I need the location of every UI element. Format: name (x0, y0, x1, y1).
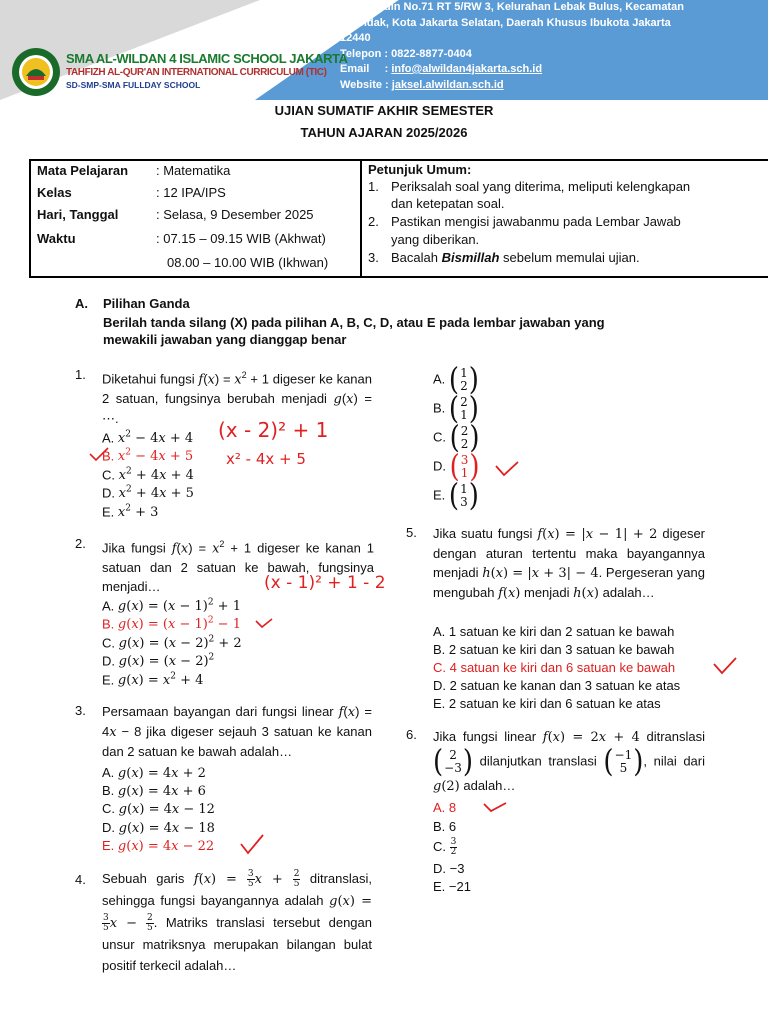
email-label: Email : (340, 63, 392, 75)
school-program: TAHFIZH AL-QUR'AN INTERNATIONAL CURRICULUM (TIC) (66, 67, 327, 78)
info-divider (360, 161, 362, 276)
email-link[interactable]: info@alwildan4jakarta.sch.id (391, 63, 543, 75)
q4-option-b[interactable]: B. ( 2 1 ) (433, 391, 479, 427)
info-value: : 12 IPA/IPS (156, 185, 226, 200)
q4-option-a[interactable]: A. ( 1 2 ) (433, 362, 479, 398)
school-name: SMA AL-WILDAN 4 ISLAMIC SCHOOL JAKARTA (66, 51, 348, 66)
address-line: Jl. H. Nudin No.71 RT 5/RW 3, Kelurahan Lebak Bulus, Kecamatan (340, 1, 684, 13)
info-value: 08.00 – 10.00 WIB (Ikhwan) (167, 255, 329, 270)
q1-option-e[interactable]: E. $x^2 + 3$ (102, 504, 159, 521)
q6-option-b[interactable]: B. 6 (433, 819, 457, 834)
website-link[interactable]: jaksel.alwildan.sch.id (391, 78, 504, 91)
instructions-title: Petunjuk Umum: (368, 162, 472, 177)
q5-option-d[interactable]: D. 2 satuan ke kanan dan 3 satuan ke atas (433, 678, 681, 693)
checkmark-icon (238, 832, 266, 856)
checkmark-icon (482, 800, 508, 814)
section-instruction: mewakili jawaban yang dianggap benar (103, 332, 347, 347)
instruction-text: Pastikan mengisi jawabanmu pada Lembar Jawab (391, 214, 681, 229)
question-3-text: Persamaan bayangan dari fungsi linear f(x) = 4x − 8 jika digeser sejauh 3 satuan ke kanan dan 2 satuan ke bawah adalah… (102, 704, 372, 759)
question-number: 6. (406, 727, 417, 742)
checkmark-icon (712, 656, 738, 676)
info-label: Mata Pelajaran (37, 163, 129, 178)
handwriting-note: (x - 2)² + 1 (218, 418, 329, 442)
info-value: : Matematika (156, 163, 231, 178)
info-label: Hari, Tanggal (37, 207, 119, 222)
exam-info-box (29, 159, 768, 278)
checkmark-icon (254, 616, 274, 630)
section-title: Pilihan Ganda (103, 296, 190, 311)
question-number: 3. (75, 703, 86, 718)
question-2-text: Jika fungsi $f(x) = x^2 + 1$ digeser ke kanan 1 satuan dan 2 satuan ke bawah, fungsinya menjadi… (102, 539, 374, 595)
q3-option-e[interactable]: E. g(x) = 4x − 22 (102, 838, 215, 854)
address-line: 12440 (340, 32, 371, 44)
instruction-text: Bacalah Bismillah sebelum memulai ujian. (391, 250, 640, 265)
q2-option-c[interactable]: C. $g(x) = (x - 2)^2 + 2$ (102, 635, 242, 652)
school-levels: SD-SMP-SMA FULLDAY SCHOOL (66, 80, 201, 90)
email-line (340, 62, 760, 78)
question-1-text: Diketahui fungsi $f(x) = x^2 + 1$ digeser ke kanan 2 satuan, fungsinya berubah menjadi g(x) = ⋯. (102, 370, 372, 427)
section-letter: A. (75, 296, 88, 311)
school-name-block (66, 51, 348, 90)
q5-option-a[interactable]: A. 1 satuan ke kiri dan 2 satuan ke bawah (433, 624, 675, 639)
info-value: : Selasa, 9 Desember 2025 (156, 207, 314, 222)
q4-option-d[interactable]: D. ( 3 1 ) (433, 449, 480, 485)
question-4-text: Sebuah garis f(x) = $\frac{3}{5}$ x + $\frac{2}{5}$ ditranslasi, sehingga fungsi bayangannya adalah g(x) = $\frac{3}{5}$ x − $\frac{2}{5}$ . Matriks translasi tersebut dengan unsur matriksnya merupakan bilangan bulat positif terkecil adalah… (102, 869, 372, 973)
website-label: Website : (340, 78, 392, 91)
section-instruction: Berilah tanda silang (X) pada pilihan A, B, C, D, atau E pada lembar jawaban yang (103, 315, 605, 330)
instruction-text: yang diberikan. (391, 232, 480, 247)
instruction-text: Periksalah soal yang diterima, meliputi kelengkapan (391, 179, 691, 194)
exam-year: TAHUN AJARAN 2025/2026 (300, 125, 468, 140)
q6-option-c[interactable]: C. $\frac{3}{2}$ (433, 837, 457, 857)
instruction-number: 1. (368, 179, 379, 194)
q5-option-e[interactable]: E. 2 satuan ke kiri dan 6 satuan ke atas (433, 696, 661, 711)
q6-option-e[interactable]: E. −21 (433, 879, 471, 894)
info-value: : 07.15 – 09.15 WIB (Akhwat) (156, 231, 326, 246)
q1-option-a[interactable]: A. $x^2 - 4x + 4$ (102, 430, 194, 447)
q3-option-b[interactable]: B. g(x) = 4x + 6 (102, 783, 206, 799)
q1-option-b[interactable]: B. $x^2 - 4x + 5$ (102, 448, 194, 465)
q3-option-d[interactable]: D. g(x) = 4x − 18 (102, 820, 215, 836)
handwriting-note: (x - 1)² + 1 - 2 (264, 573, 386, 593)
school-logo-icon (8, 46, 64, 98)
contact-block (340, 0, 760, 93)
handwriting-note: x² - 4x + 5 (226, 450, 306, 468)
q5-option-b[interactable]: B. 2 satuan ke kiri dan 3 satuan ke bawah (433, 642, 675, 657)
instruction-number: 2. (368, 214, 379, 229)
question-5-text: Jika suatu fungsi f(x) = |x − 1| + 2 digeser dengan aturan tertentu maka bayangannya menjadi h(x) = |x + 3| − 4. Pergeseran yang mengubah f(x) menjadi h(x) adalah… (433, 526, 706, 601)
q5-option-c[interactable]: C. 4 satuan ke kiri dan 6 satuan ke bawah (433, 660, 676, 675)
letterhead (0, 0, 768, 100)
address-line: Cilandak, Kota Jakarta Selatan, Daerah Khusus Ibukota Jakarta (340, 16, 671, 29)
q2-option-e[interactable]: E. $g(x) = x^2 + 4$ (102, 672, 204, 689)
website-line (340, 78, 760, 94)
q2-option-d[interactable]: D. $g(x) = (x - 2)^2$ (102, 653, 215, 670)
q4-option-c[interactable]: C. ( 2 2 ) (433, 420, 480, 456)
question-number: 2. (75, 536, 86, 551)
instruction-number: 3. (368, 250, 379, 265)
instruction-text: dan ketepatan soal. (391, 196, 505, 211)
info-label: Kelas (37, 185, 72, 200)
exam-title: UJIAN SUMATIF AKHIR SEMESTER (274, 103, 494, 118)
question-number: 1. (75, 367, 86, 382)
q2-option-a[interactable]: A. $g(x) = (x - 1)^2 + 1$ (102, 598, 241, 615)
checkmark-icon (88, 446, 110, 462)
q2-option-b[interactable]: B. $g(x) = (x - 1)^2 - 1$ (102, 616, 241, 633)
q3-option-a[interactable]: A. g(x) = 4x + 2 (102, 765, 206, 781)
q3-option-c[interactable]: C. g(x) = 4x − 12 (102, 801, 215, 817)
question-number: 4. (75, 872, 86, 887)
q1-option-c[interactable]: C. $x^2 + 4x + 4$ (102, 467, 194, 484)
q4-option-e[interactable]: E. ( 1 3 ) (433, 478, 479, 514)
q6-option-d[interactable]: D. −3 (433, 861, 465, 876)
q6-option-a[interactable]: A. 8 (433, 800, 457, 815)
question-6-text: Jika fungsi linear f(x) = 2x + 4 ditranslasi ( 2 −3 ) dilanjutkan translasi ( −1 5 ) , nilai dari g(2) adalah… (433, 729, 705, 794)
checkmark-icon (494, 460, 520, 478)
q1-option-d[interactable]: D. $x^2 + 4x + 5$ (102, 485, 194, 502)
phone: Telepon : 0822-8877-0404 (340, 47, 472, 60)
question-number: 5. (406, 525, 417, 540)
info-label: Waktu (37, 231, 76, 246)
